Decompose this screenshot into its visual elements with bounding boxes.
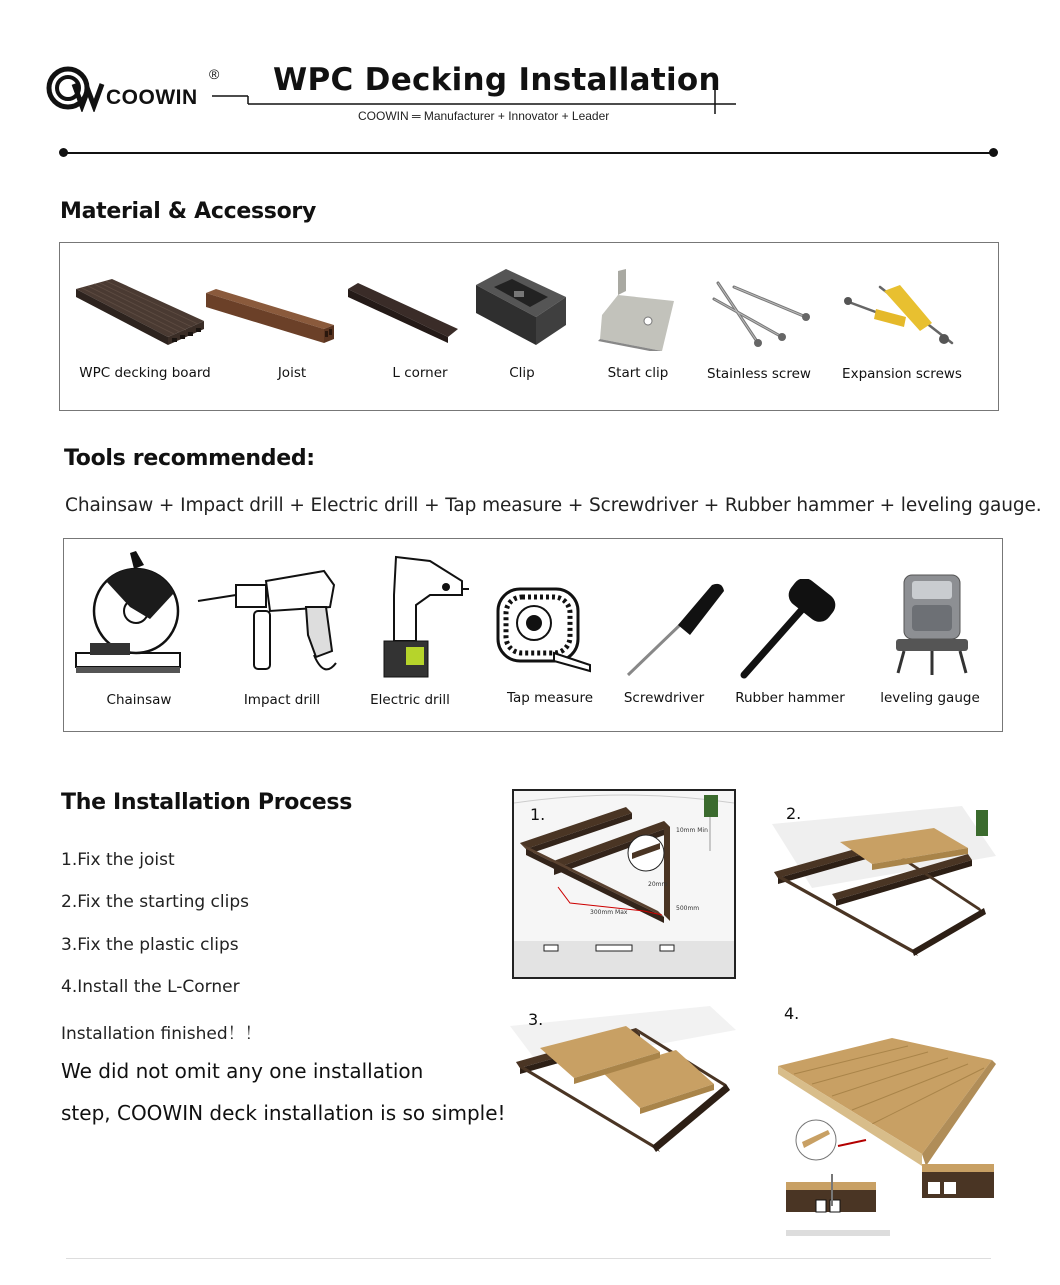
- tool-label: Rubber hammer: [735, 690, 845, 706]
- joist-layout-illustration: [514, 791, 734, 977]
- l-corner-illustration: [772, 1002, 998, 1240]
- process-step: Installation finished！！: [61, 1024, 262, 1044]
- header-underline: [212, 82, 742, 116]
- process-step: 4.Install the L-Corner: [61, 977, 240, 997]
- decking-board-icon: [72, 277, 206, 347]
- registered-mark: ®: [209, 66, 220, 82]
- clip-icon: [470, 265, 570, 351]
- divider-dot-right: [989, 148, 998, 157]
- process-heading: The Installation Process: [61, 790, 353, 815]
- coowin-logo-mark-icon: [46, 66, 110, 112]
- process-note-line: step, COOWIN deck installation is so simple!: [61, 1101, 506, 1125]
- l-corner-icon: [344, 281, 462, 345]
- materials-box: [59, 242, 999, 411]
- materials-heading: Material & Accessory: [60, 199, 316, 224]
- electric-drill-icon: [370, 551, 470, 683]
- header-divider: [64, 152, 994, 154]
- leveling-gauge-icon: [894, 569, 974, 679]
- tool-label: Screwdriver: [623, 690, 705, 706]
- panel-number: 2.: [786, 804, 802, 823]
- process-step: 3.Fix the plastic clips: [61, 935, 239, 955]
- tool-label: Tap measure: [506, 690, 594, 706]
- panel-number: 4.: [784, 1004, 800, 1023]
- tools-list-line: Chainsaw + Impact drill + Electric drill + Tap measure + Screwdriver + Rubber hammer + leveling gauge.: [65, 495, 1042, 516]
- impact-drill-icon: [196, 555, 348, 681]
- starting-clip-illustration: [772, 796, 996, 966]
- annotation: 20mm: [648, 881, 668, 888]
- material-label: Expansion screws: [842, 366, 962, 382]
- screw-icon: [710, 277, 820, 349]
- start-clip-icon: [596, 269, 680, 351]
- chainsaw-icon: [70, 549, 188, 685]
- divider-dot-left: [59, 148, 68, 157]
- tools-heading: Tools recommended:: [64, 446, 315, 471]
- process-panel-4: [772, 1002, 998, 1240]
- process-panel-1: [512, 789, 736, 979]
- panel-number: 3.: [528, 1010, 544, 1029]
- tool-label: Impact drill: [243, 692, 321, 708]
- brand-name: COOWIN: [106, 86, 198, 109]
- material-label: Clip: [509, 365, 535, 381]
- material-label: Joist: [277, 365, 307, 381]
- tool-label: Electric drill: [370, 692, 450, 708]
- plastic-clip-illustration: [510, 1006, 736, 1160]
- material-label: Stainless screw: [707, 366, 811, 382]
- panel-number: 1.: [530, 805, 546, 824]
- tool-label: Chainsaw: [106, 692, 172, 708]
- tools-box: [63, 538, 1003, 732]
- page-subtitle: COOWIN ═ Manufacturer + Innovator + Leader: [358, 109, 610, 123]
- screwdriver-icon: [622, 579, 732, 679]
- annotation: 500mm: [676, 905, 700, 912]
- material-label: WPC decking board: [79, 365, 211, 381]
- material-label: L corner: [392, 365, 448, 381]
- joist-icon: [204, 287, 336, 345]
- tape-measure-icon: [494, 583, 594, 675]
- rubber-hammer-icon: [736, 579, 846, 681]
- process-step: 2.Fix the starting clips: [61, 892, 249, 912]
- tool-label: leveling gauge: [880, 690, 980, 706]
- page-title: WPC Decking Installation: [273, 62, 721, 98]
- annotation: 300mm Max: [590, 909, 628, 916]
- expansion-screw-icon: [840, 279, 958, 351]
- process-note-line: We did not omit any one installation: [61, 1059, 424, 1083]
- annotation: 10mm Min: [676, 827, 708, 834]
- process-panel-3: [510, 1006, 736, 1160]
- footer-divider: [66, 1258, 991, 1259]
- process-panel-2: [772, 796, 996, 966]
- process-step: 1.Fix the joist: [61, 850, 175, 870]
- material-label: Start clip: [607, 365, 669, 381]
